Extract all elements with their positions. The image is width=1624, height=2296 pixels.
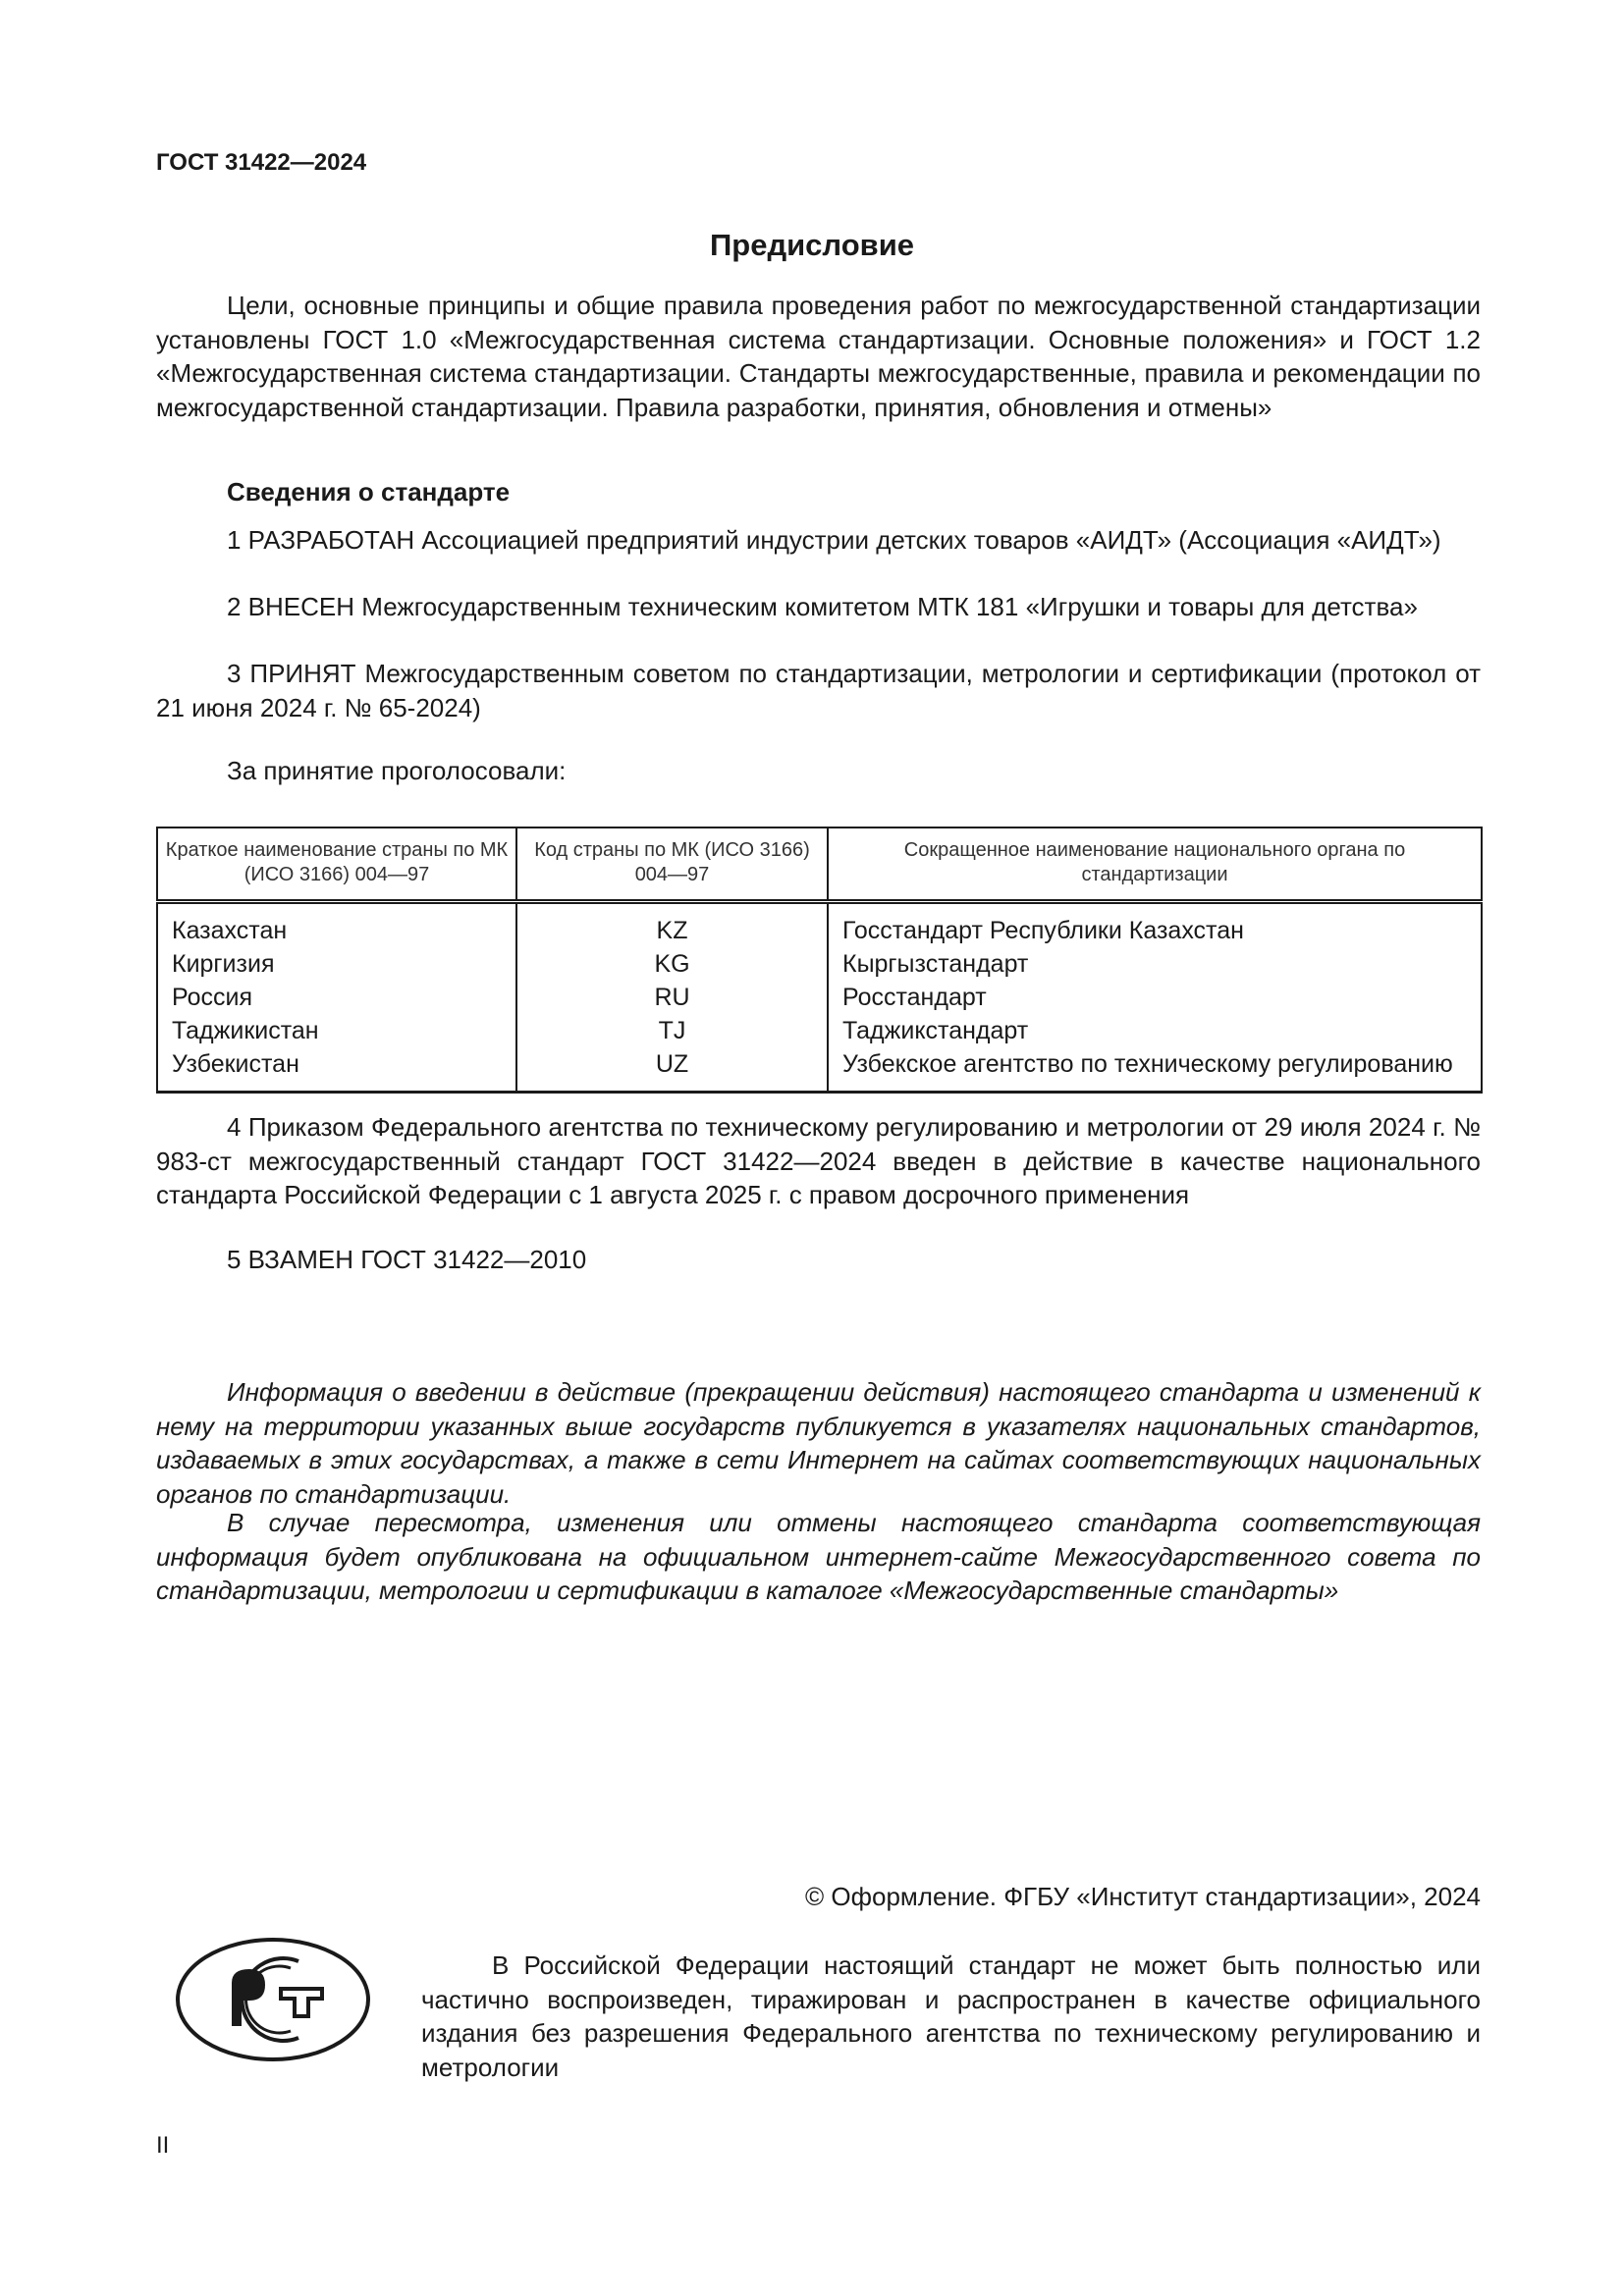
rst-logo-icon bbox=[175, 1936, 371, 2063]
document-id-header: ГОСТ 31422—2024 bbox=[156, 149, 367, 176]
code-cell: KG bbox=[516, 947, 828, 981]
table-header-row bbox=[157, 828, 1482, 902]
table-row bbox=[157, 1047, 1482, 1093]
code-cell: KZ bbox=[516, 902, 828, 948]
country-cell: Казахстан bbox=[157, 902, 516, 948]
code-cell: TJ bbox=[516, 1014, 828, 1047]
info-heading: Сведения о стандарте bbox=[227, 477, 511, 507]
body-cell: Росстандарт bbox=[828, 981, 1482, 1014]
header-country-name: Краткое наименование страны по МК (ИСО 3166) 004—97 bbox=[157, 828, 516, 902]
body-cell: Узбекское агентство по техническому регулированию bbox=[828, 1047, 1482, 1093]
copyright-notice: В Российской Федерации настоящий стандарт не может быть полностью или частично воспроизведен, тиражирован и распространен в качестве официального издания без разрешения Федерального агентства по техническому регулированию и метрологии bbox=[421, 1950, 1481, 2082]
body-cell: Таджикстандарт bbox=[828, 1014, 1482, 1047]
body-cell: Кыргызстандарт bbox=[828, 947, 1482, 981]
code-cell: RU bbox=[516, 981, 828, 1014]
table-row bbox=[157, 981, 1482, 1014]
item-3: 3 ПРИНЯТ Межгосударственным советом по стандартизации, метрологии и сертификации (протокол от 21 июня 2024 г. № 65-2024) bbox=[156, 659, 1481, 722]
country-cell: Таджикистан bbox=[157, 1014, 516, 1047]
country-cell: Киргизия bbox=[157, 947, 516, 981]
copyright-line: © Оформление. ФГБУ «Институт стандартизации», 2024 bbox=[805, 1882, 1481, 1911]
page-number: II bbox=[156, 2132, 170, 2159]
item-4: 4 Приказом Федерального агентства по техническому регулированию и метрологии от 29 июля 2024 г. № 983-ст межгосударственный стандарт ГОСТ 31422—2024 введен в действие в качестве национального стандарта Российской Федерации с 1 августа 2025 г. с правом досрочного применения bbox=[156, 1112, 1481, 1209]
item-1: 1 РАЗРАБОТАН Ассоциацией предприятий индустрии детских товаров «АИДТ» (Ассоциация «АИДТ») bbox=[227, 525, 1441, 555]
intro-paragraph: Цели, основные принципы и общие правила проведения работ по межгосударственной стандартизации установлены ГОСТ 1.0 «Межгосударственная система стандартизации. Основные положения» и ГОСТ 1.2 «Межгосударственная система стандартизации. Стандарты межгосударственные, правила и рекомендации по межгосударственной стандартизации. Правила разработки, принятия, обновления и отмены» bbox=[156, 291, 1481, 422]
item-5: 5 ВЗАМЕН ГОСТ 31422—2010 bbox=[227, 1245, 587, 1274]
italic-info-paragraph-1: Информация о введении в действие (прекращении действия) настоящего стандарта и изменений к нему на территории указанных выше государств публикуется в указателях национальных стандартов, издаваемых в этих государствах, а также в сети Интернет на сайтах соответствующих национальных органов по стандартизации. bbox=[156, 1377, 1481, 1509]
table-row bbox=[157, 947, 1482, 981]
page-title: Предисловие bbox=[709, 228, 914, 262]
header-national-body: Сокращенное наименование национального органа по стандартизации bbox=[828, 828, 1482, 902]
country-cell: Узбекистан bbox=[157, 1047, 516, 1093]
table-row bbox=[157, 1014, 1482, 1047]
voting-countries-table bbox=[156, 827, 1483, 1094]
italic-info-paragraph-2: В случае пересмотра, изменения или отмены настоящего стандарта соответствующая информация будет опубликована на официальном интернет-сайте Межгосударственного совета по стандартизации, метрологии и сертификации в каталоге «Межгосударственные стандарты» bbox=[156, 1508, 1481, 1605]
body-cell: Госстандарт Республики Казахстан bbox=[828, 902, 1482, 948]
header-country-code: Код страны по МК (ИСО 3166) 004—97 bbox=[516, 828, 828, 902]
table-row bbox=[157, 902, 1482, 948]
country-cell: Россия bbox=[157, 981, 516, 1014]
vote-label: За принятие проголосовали: bbox=[227, 756, 567, 785]
item-2: 2 ВНЕСЕН Межгосударственным техническим комитетом МТК 181 «Игрушки и товары для детства» bbox=[227, 592, 1418, 621]
code-cell: UZ bbox=[516, 1047, 828, 1093]
